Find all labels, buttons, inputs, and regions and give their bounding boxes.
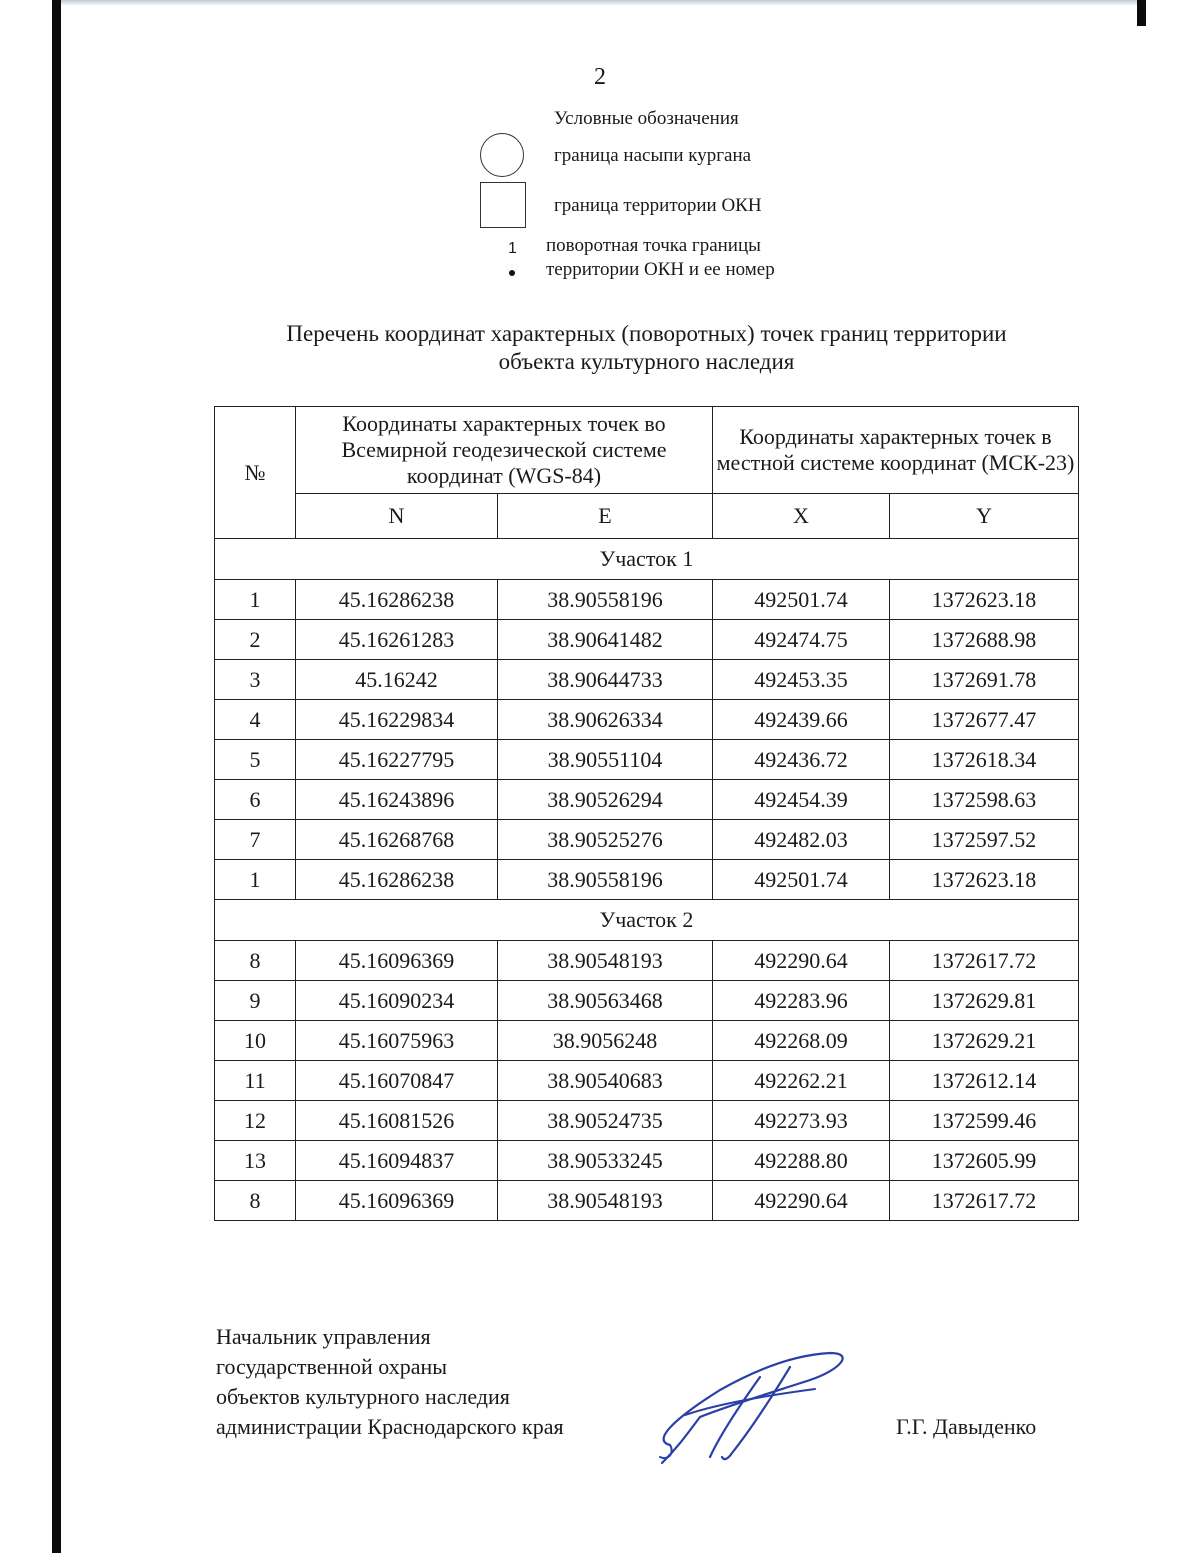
cell-point-number: 5 xyxy=(215,740,296,780)
cell-lon-e: 38.90558196 xyxy=(498,580,713,620)
cell-lat-n: 45.16268768 xyxy=(296,820,498,860)
cell-lat-n: 45.16286238 xyxy=(296,580,498,620)
heading-line: Перечень координат характерных (поворотных) точек границ территории xyxy=(286,321,1007,346)
table-row xyxy=(215,1101,1079,1141)
table-row xyxy=(215,700,1079,740)
table-row xyxy=(215,780,1079,820)
signatory-title-line: государственной охраны xyxy=(216,1354,448,1379)
turning-point-dot-icon xyxy=(509,270,515,276)
wgs84-group-header: Координаты характерных точек во Всемирной геодезической системе координат (WGS-84) xyxy=(296,407,713,494)
handwritten-signature xyxy=(640,1345,860,1475)
cell-x: 492262.21 xyxy=(713,1061,890,1101)
heading-line: объекта культурного наследия xyxy=(498,349,795,374)
page-number: 2 xyxy=(594,64,606,90)
table-row xyxy=(215,981,1079,1021)
cell-point-number: 8 xyxy=(215,941,296,981)
cell-point-number: 7 xyxy=(215,820,296,860)
legend-turning-point-line: поворотная точка границы xyxy=(546,235,761,256)
cell-lat-n: 45.16075963 xyxy=(296,1021,498,1061)
cell-y: 1372597.52 xyxy=(890,820,1079,860)
table-row xyxy=(215,660,1079,700)
coordinates-table xyxy=(214,406,1079,1221)
cell-x: 492439.66 xyxy=(713,700,890,740)
cell-lon-e: 38.90533245 xyxy=(498,1141,713,1181)
cell-point-number: 6 xyxy=(215,780,296,820)
cell-point-number: 1 xyxy=(215,860,296,900)
cell-y: 1372629.21 xyxy=(890,1021,1079,1061)
cell-point-number: 10 xyxy=(215,1021,296,1061)
cell-lon-e: 38.90644733 xyxy=(498,660,713,700)
document-heading xyxy=(200,320,1093,376)
cell-x: 492283.96 xyxy=(713,981,890,1021)
table-row xyxy=(215,620,1079,660)
cell-x: 492474.75 xyxy=(713,620,890,660)
cell-point-number: 12 xyxy=(215,1101,296,1141)
cell-y: 1372691.78 xyxy=(890,660,1079,700)
cell-y: 1372605.99 xyxy=(890,1141,1079,1181)
cell-y: 1372629.81 xyxy=(890,981,1079,1021)
cell-lat-n: 45.16096369 xyxy=(296,1181,498,1221)
table-row xyxy=(215,580,1079,620)
table-row xyxy=(215,820,1079,860)
cell-y: 1372612.14 xyxy=(890,1061,1079,1101)
legend-turning-point xyxy=(546,234,775,282)
legend-turning-point-line: территории ОКН и ее номер xyxy=(546,259,775,280)
cell-lon-e: 38.90525276 xyxy=(498,820,713,860)
legend-title: Условные обозначения xyxy=(554,108,739,129)
cell-point-number: 4 xyxy=(215,700,296,740)
table-row xyxy=(215,860,1079,900)
cell-point-number: 2 xyxy=(215,620,296,660)
cell-y: 1372617.72 xyxy=(890,941,1079,981)
cell-lon-e: 38.9056248 xyxy=(498,1021,713,1061)
section-title: Участок 2 xyxy=(215,900,1079,941)
cell-lat-n: 45.16261283 xyxy=(296,620,498,660)
cell-lon-e: 38.90540683 xyxy=(498,1061,713,1101)
cell-x: 492454.39 xyxy=(713,780,890,820)
signatory-name: Г.Г. Давыденко xyxy=(896,1414,1037,1439)
cell-lon-e: 38.90551104 xyxy=(498,740,713,780)
legend-territory-boundary: граница территории ОКН xyxy=(554,195,762,216)
col-n-header: N xyxy=(296,494,498,539)
cell-point-number: 13 xyxy=(215,1141,296,1181)
cell-point-number: 8 xyxy=(215,1181,296,1221)
territory-boundary-square-icon xyxy=(480,182,526,228)
section-title: Участок 1 xyxy=(215,539,1079,580)
signatory-title-line: Начальник управления xyxy=(216,1324,431,1349)
col-e-header: E xyxy=(498,494,713,539)
table-row xyxy=(215,1141,1079,1181)
cell-lon-e: 38.90548193 xyxy=(498,1181,713,1221)
table-row xyxy=(215,1021,1079,1061)
cell-x: 492436.72 xyxy=(713,740,890,780)
table-row xyxy=(215,941,1079,981)
col-number-header: № xyxy=(215,407,296,539)
cell-lat-n: 45.16227795 xyxy=(296,740,498,780)
cell-x: 492273.93 xyxy=(713,1101,890,1141)
cell-lat-n: 45.16243896 xyxy=(296,780,498,820)
cell-lat-n: 45.16090234 xyxy=(296,981,498,1021)
cell-lon-e: 38.90626334 xyxy=(498,700,713,740)
cell-y: 1372598.63 xyxy=(890,780,1079,820)
signatory-title xyxy=(216,1322,564,1442)
cell-point-number: 9 xyxy=(215,981,296,1021)
cell-y: 1372599.46 xyxy=(890,1101,1079,1141)
scan-edge-top xyxy=(61,0,1137,6)
cell-lat-n: 45.16070847 xyxy=(296,1061,498,1101)
cell-lat-n: 45.16094837 xyxy=(296,1141,498,1181)
cell-lon-e: 38.90641482 xyxy=(498,620,713,660)
cell-lon-e: 38.90548193 xyxy=(498,941,713,981)
cell-lat-n: 45.16242 xyxy=(296,660,498,700)
cell-y: 1372623.18 xyxy=(890,580,1079,620)
cell-lon-e: 38.90563468 xyxy=(498,981,713,1021)
cell-x: 492501.74 xyxy=(713,860,890,900)
cell-y: 1372618.34 xyxy=(890,740,1079,780)
cell-point-number: 11 xyxy=(215,1061,296,1101)
cell-x: 492501.74 xyxy=(713,580,890,620)
cell-y: 1372688.98 xyxy=(890,620,1079,660)
cell-lat-n: 45.16286238 xyxy=(296,860,498,900)
table-row xyxy=(215,1061,1079,1101)
cell-y: 1372617.72 xyxy=(890,1181,1079,1221)
cell-x: 492290.64 xyxy=(713,1181,890,1221)
section-row xyxy=(215,539,1079,580)
cell-lon-e: 38.90524735 xyxy=(498,1101,713,1141)
section-row xyxy=(215,900,1079,941)
cell-x: 492290.64 xyxy=(713,941,890,981)
cell-lat-n: 45.16096369 xyxy=(296,941,498,981)
table-row xyxy=(215,740,1079,780)
legend-turning-point-number: 1 xyxy=(508,240,517,257)
cell-lat-n: 45.16229834 xyxy=(296,700,498,740)
signatory-title-line: администрации Краснодарского края xyxy=(216,1414,564,1439)
scan-edge-left xyxy=(52,0,61,1553)
legend-mound-boundary: граница насыпи кургана xyxy=(554,145,752,166)
scan-edge-right xyxy=(1137,0,1146,26)
cell-x: 492482.03 xyxy=(713,820,890,860)
cell-point-number: 1 xyxy=(215,580,296,620)
cell-y: 1372677.47 xyxy=(890,700,1079,740)
msk23-group-header: Координаты характерных точек в местной системе координат (МСК-23) xyxy=(713,407,1079,494)
cell-lon-e: 38.90558196 xyxy=(498,860,713,900)
table-row xyxy=(215,1181,1079,1221)
cell-y: 1372623.18 xyxy=(890,860,1079,900)
cell-point-number: 3 xyxy=(215,660,296,700)
cell-x: 492288.80 xyxy=(713,1141,890,1181)
coordinates-table-body xyxy=(215,539,1079,1221)
cell-x: 492453.35 xyxy=(713,660,890,700)
col-x-header: X xyxy=(713,494,890,539)
cell-lon-e: 38.90526294 xyxy=(498,780,713,820)
cell-lat-n: 45.16081526 xyxy=(296,1101,498,1141)
col-y-header: Y xyxy=(890,494,1079,539)
signatory-title-line: объектов культурного наследия xyxy=(216,1384,510,1409)
cell-x: 492268.09 xyxy=(713,1021,890,1061)
mound-boundary-circle-icon xyxy=(480,133,524,177)
